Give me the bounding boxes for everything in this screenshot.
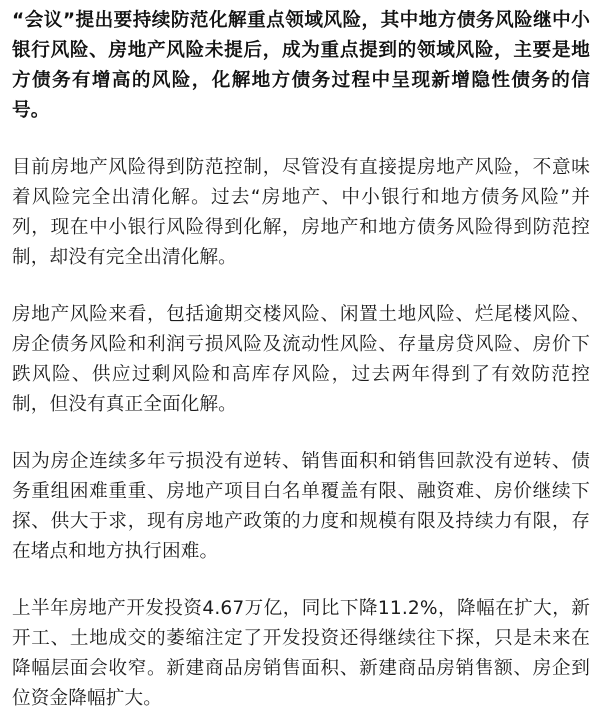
paragraph-real-estate-control: 目前房地产风险得到防范控制，尽管没有直接提房地产风险，不意味着风险完全出清化解。过去“房地产、中小银行和地方债务风险”并列，现在中小银行风险得到化解，房地产和地方债务风险得到防范控制，却没有完全出清化解。	[12, 157, 590, 268]
paragraph-real-estate-risks: 房地产风险来看，包括逾期交楼风险、闲置土地风险、烂尾楼风险、房企债务风险和利润亏损风险及流动性风险、存量房贷风险、房价下跌风险、供应过剩风险和高库存风险，过去两年得到了有效防范控制，但没有真正全面化解。	[12, 304, 590, 415]
article-body	[12, 6, 590, 714]
paragraph-investment-data: 上半年房地产开发投资4.67万亿，同比下降11.2%，降幅在扩大，新开工、土地成交的萎缩注定了开发投资还得继续往下探，只是未来在降幅层面会收窄。新建商品房销售面积、新建商品房销售额、房企到位资金降幅扩大。	[12, 598, 590, 709]
paragraph-developer-losses: 因为房企连续多年亏损没有逆转、销售面积和销售回款没有逆转、债务重组困难重重、房地产项目白名单覆盖有限、融资难、房价继续下探、供大于求，现有房地产政策的力度和规模有限及持续力有限，存在堵点和地方执行困难。	[12, 451, 590, 562]
lead-paragraph: “会议”提出要持续防范化解重点领域风险，其中地方债务风险继中小银行风险、房地产风险未提后，成为重点提到的领域风险，主要是地方债务有增高的风险，化解地方债务过程中呈现新增隐性债务的信号。	[12, 10, 590, 121]
